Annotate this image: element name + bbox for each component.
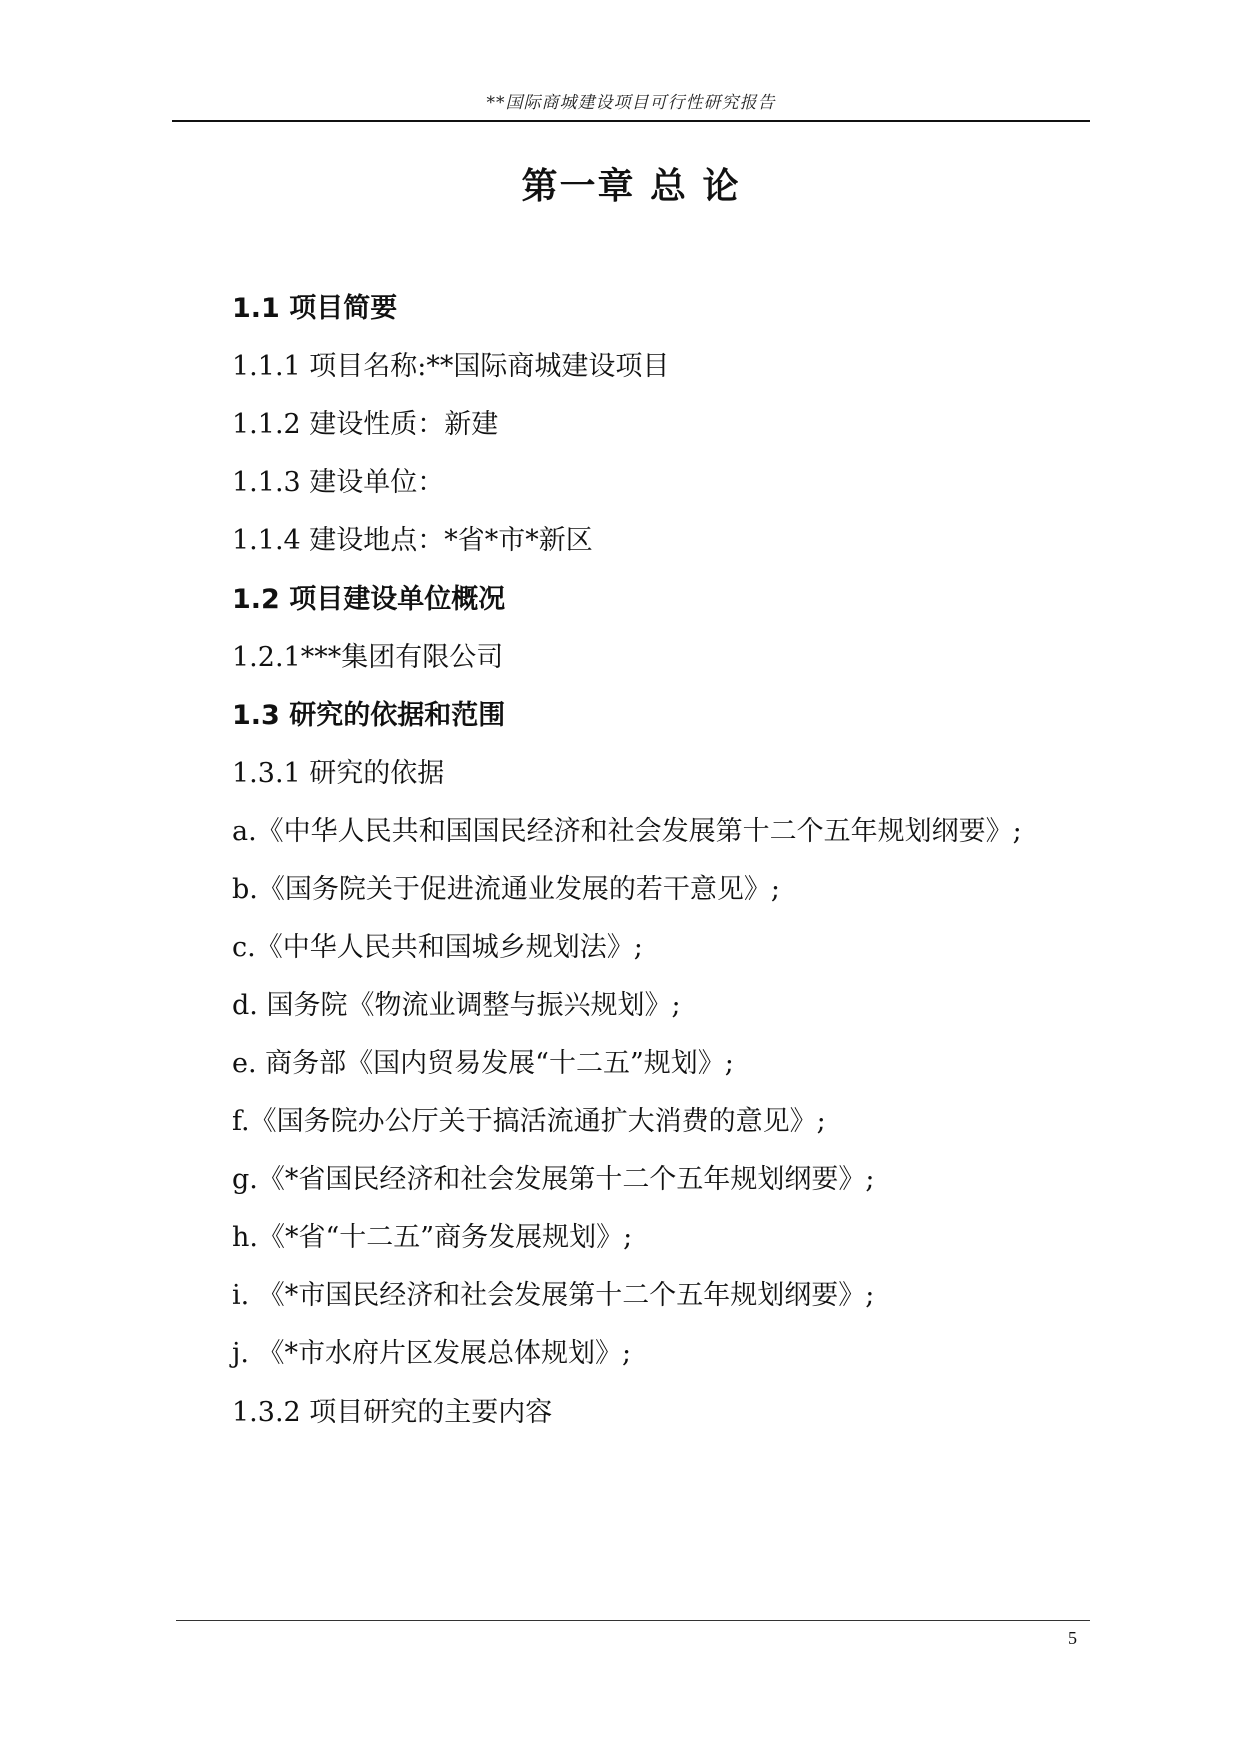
page-number: 5 (1068, 1628, 1077, 1648)
list-item-a: a.《中华人民共和国国民经济和社会发展第十二个五年规划纲要》; (232, 816, 1022, 847)
list-item-b: b.《国务院关于促进流通业发展的若干意见》; (232, 874, 780, 905)
paragraph-1-1-3: 1.1.3 建设单位： (232, 467, 445, 498)
paragraph-1-3-2: 1.3.2 项目研究的主要内容 (232, 1397, 553, 1428)
list-item-j: j. 《*市水府片区发展总体规划》; (232, 1338, 632, 1369)
list-item-f: f.《国务院办公厅关于搞活流通扩大消费的意见》; (232, 1106, 826, 1137)
paragraph-1-1-4: 1.1.4 建设地点：*省*市*新区 (232, 525, 593, 556)
list-item-i: i. 《*市国民经济和社会发展第十二个五年规划纲要》; (232, 1280, 875, 1311)
list-item-g: g.《*省国民经济和社会发展第十二个五年规划纲要》; (232, 1164, 875, 1195)
footer-rule (176, 1620, 1090, 1621)
paragraph-1-1-1: 1.1.1 项目名称:**国际商城建设项目 (232, 351, 670, 382)
paragraph-1-3-1: 1.3.1 研究的依据 (232, 758, 445, 789)
list-item-d: d. 国务院《物流业调整与振兴规划》; (232, 990, 681, 1021)
section-heading-1-3: 1.3 研究的依据和范围 (232, 700, 506, 731)
paragraph-1-1-2: 1.1.2 建设性质：新建 (232, 409, 499, 440)
list-item-e: e. 商务部《国内贸易发展“十二五”规划》; (232, 1048, 734, 1079)
section-heading-1-2: 1.2 项目建设单位概况 (232, 584, 506, 615)
running-header: **国际商城建设项目可行性研究报告 (486, 93, 776, 113)
paragraph-1-2-1: 1.2.1***集团有限公司 (232, 642, 504, 673)
section-heading-1-1: 1.1 项目简要 (232, 293, 398, 324)
header-rule (172, 120, 1090, 122)
list-item-h: h.《*省“十二五”商务发展规划》; (232, 1222, 633, 1253)
list-item-c: c.《中华人民共和国城乡规划法》; (232, 932, 643, 963)
chapter-title: 第一章 总 论 (521, 166, 741, 207)
